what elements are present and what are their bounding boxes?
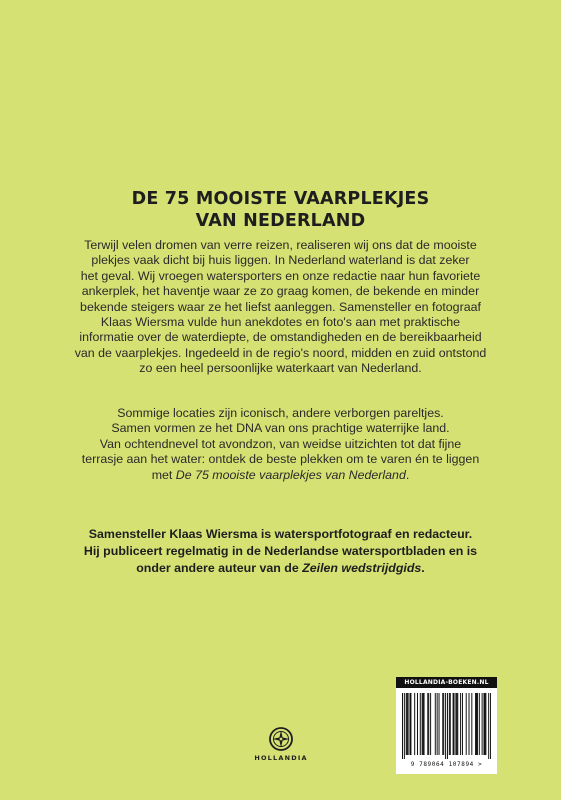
barcode-bar [424, 693, 425, 755]
barcode-bar [428, 693, 429, 755]
blurb-line: bekende steigers waar ze het liefst aanleggen. Samensteller en fotograaf [80, 299, 481, 314]
barcode-bar [439, 693, 440, 755]
publisher-logo [232, 727, 330, 762]
title-line-2: VAN NEDERLAND [195, 211, 366, 231]
barcode-bar [404, 693, 405, 759]
barcode-bar [417, 693, 418, 755]
blurb-line: het geval. Wij vroegen watersporters en onze redactie naar hun favoriete [80, 268, 481, 283]
blurb-line-last [0, 468, 561, 483]
blurb-line: Terwijl velen dromen van verre reizen, realiseren wij ons dat de mooiste [84, 238, 477, 252]
barcode-bar [482, 693, 483, 755]
publisher-name: HOLLANDIA [254, 754, 308, 762]
barcode-bar [407, 693, 408, 755]
blurb-line: van de vaarplekjes. Ingedeeld in de regio's noord, midden en zuid ontstond [74, 345, 487, 360]
blurb-line: informatie over de waterdiepte, de omstandigheden en de bereikbaarheid [79, 330, 482, 345]
author-line-1: Samensteller Klaas Wiersma is watersportfotograaf en redacteur. [88, 527, 473, 541]
barcode-bar [484, 693, 485, 755]
barcode-bar [456, 693, 457, 755]
barcode-bar [453, 693, 454, 755]
isbn-digits: 9 789064 107894 > [410, 761, 483, 768]
barcode-bar [445, 693, 446, 759]
barcode-bar [447, 693, 448, 759]
barcode-bar [457, 693, 458, 755]
barcode-bar [406, 693, 407, 755]
blurb-paragraph-1 [0, 238, 561, 377]
barcode-bars [402, 693, 491, 759]
barcode-bar [430, 693, 431, 755]
barcode-bar [442, 693, 443, 755]
barcode-bar [423, 693, 424, 755]
blurb-line: zo een heel persoonlijke waterkaart van Nederland. [139, 361, 422, 376]
barcode-bar [490, 693, 491, 759]
barcode-bar [435, 693, 436, 755]
barcode-bar [414, 693, 415, 755]
blurb-line: Sommige locaties zijn iconisch, andere verborgen pareltjes. [117, 406, 444, 420]
blurb-line: plekjes vaak dicht bij huis liggen. In Nederland waterland is dat zeker [91, 253, 470, 268]
compass-rose-icon [269, 727, 293, 751]
barcode-bar [469, 693, 470, 755]
author-line-3-prefix: onder andere auteur van de [136, 561, 303, 575]
barcode-bar [462, 693, 463, 755]
author-bio [0, 526, 561, 577]
author-line-3 [0, 560, 561, 577]
barcode-bar [449, 693, 450, 755]
barcode-bar [427, 693, 428, 755]
barcode-bar [408, 693, 409, 755]
barcode-bar [410, 693, 411, 755]
author-line-3-suffix: . [421, 561, 425, 575]
blurb-paragraph-2 [0, 406, 561, 483]
barcode-bar [420, 693, 421, 755]
barcode-bar [477, 693, 478, 755]
publisher-url: HOLLANDIA-BOEKEN.NL [396, 677, 497, 688]
barcode-bar [471, 693, 472, 755]
title-line-1: DE 75 MOOISTE VAARPLEKJES [131, 189, 430, 209]
barcode-bar [437, 693, 438, 755]
barcode-bar [409, 693, 410, 755]
barcode-bar [485, 693, 486, 755]
barcode-bar [475, 693, 476, 755]
barcode-bar [488, 693, 489, 759]
barcode-bar [455, 693, 456, 755]
isbn-barcode [396, 677, 497, 774]
barcode-bar [476, 693, 477, 755]
blurb-prefix: met [151, 467, 176, 482]
blurb-line: Van ochtendnevel tot avondzon, van weidse uitzichten tot dat fijne [99, 436, 462, 451]
barcode-bar [466, 693, 467, 755]
blurb-line: Samen vormen ze het DNA van ons prachtige waterrijke land. [111, 421, 450, 436]
book-title [0, 188, 561, 232]
barcode-bar [450, 693, 451, 755]
barcode-bar [484, 693, 485, 755]
barcode-bar [422, 693, 423, 755]
barcode-bar [402, 693, 403, 759]
barcode-bar [443, 693, 444, 755]
other-book-title: Zeilen wedstrijdgids [302, 561, 422, 575]
blurb-line: Klaas Wiersma vulde hun anekdotes en foto's aan met praktische [100, 315, 461, 330]
blurb-line: terrasje aan het water: ontdek de beste plekken om te varen én te liggen [81, 452, 480, 467]
barcode-bar [479, 693, 480, 755]
barcode-bar [454, 693, 455, 755]
book-title-italic: De 75 mooiste vaarplekjes van Nederland [175, 467, 406, 482]
barcode-bar [460, 693, 461, 755]
blurb-line: ankerplek, het haventje waar ze zo graag komen, de bekende en minder [81, 284, 480, 299]
author-line-2: Hij publiceert regelmatig in de Nederlandse watersportbladen en is [83, 544, 478, 558]
blurb-suffix: . [405, 467, 410, 482]
